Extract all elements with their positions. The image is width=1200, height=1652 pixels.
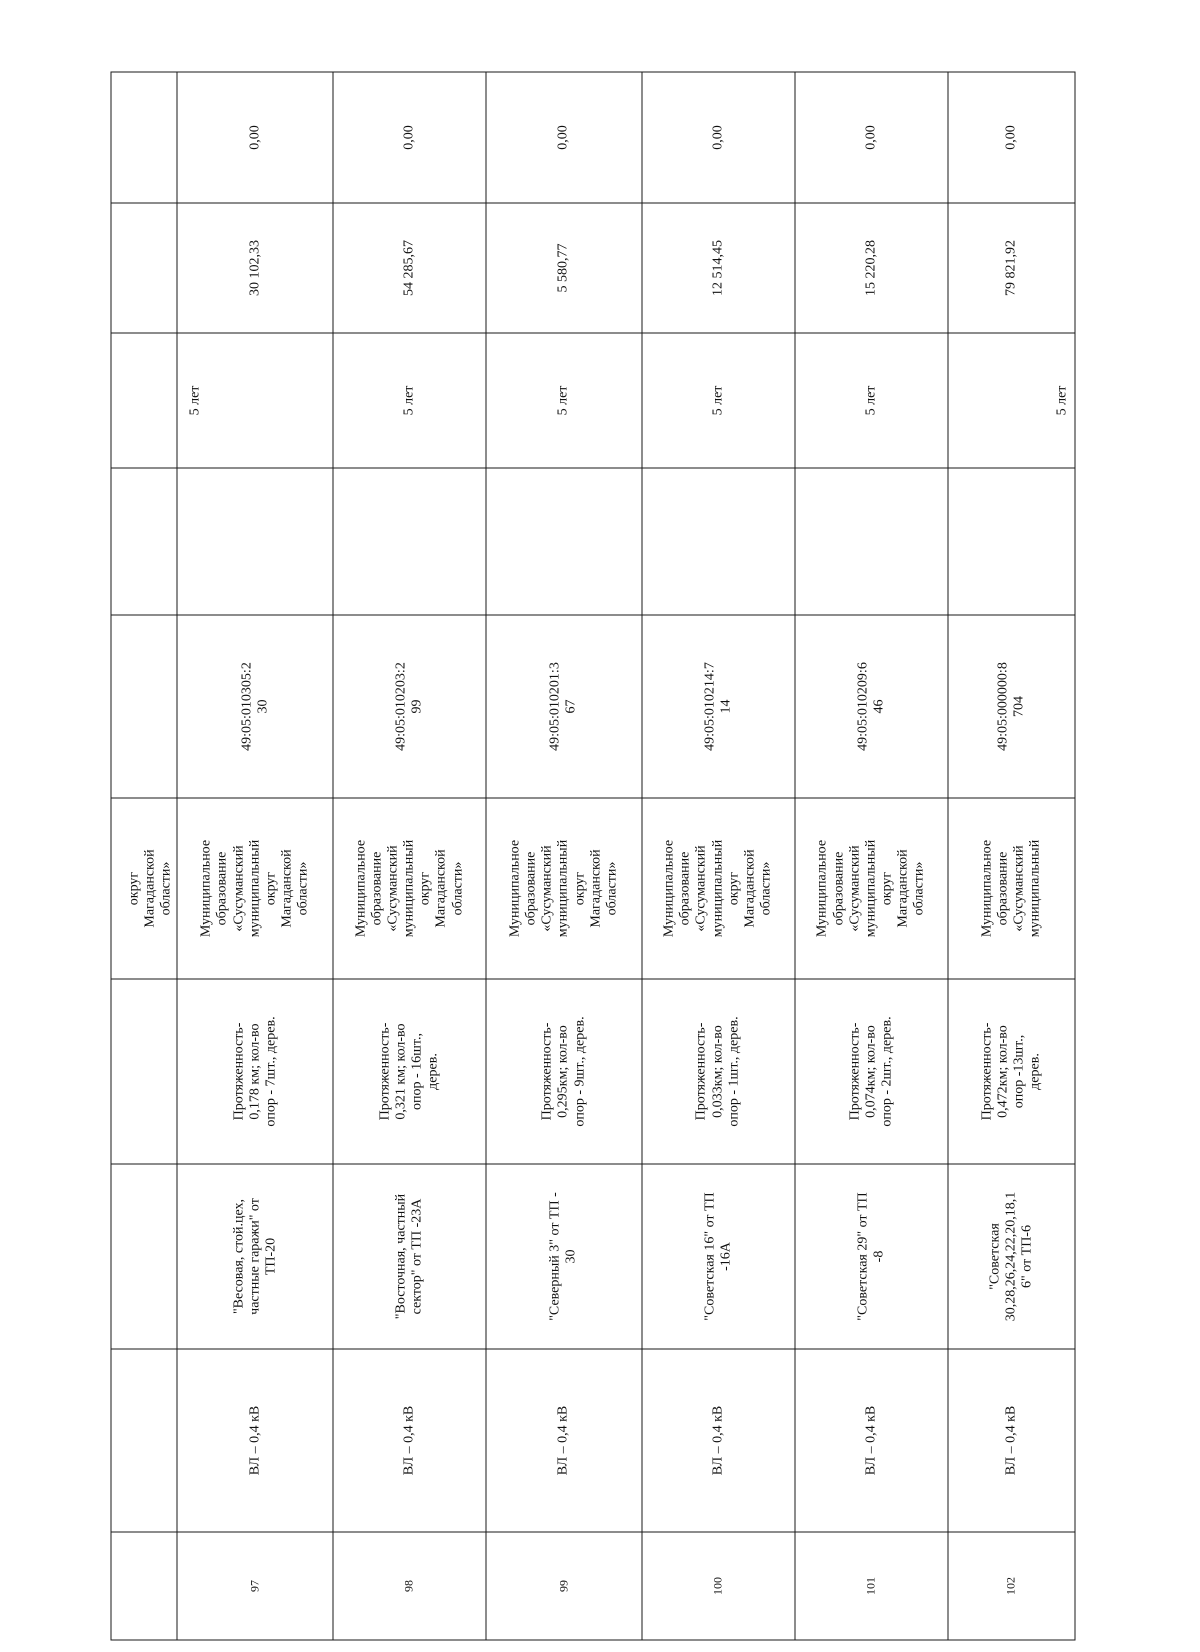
header-value-cell [111,203,177,333]
cell-value: 12 514,45 [642,203,795,333]
cell-specs: Протяженность- 0,472км; кол-во опор -13шт., дерев. [948,979,1075,1164]
cell-residual: 0,00 [948,72,1075,203]
header-name-cell [111,1164,177,1349]
cell-owner: Муниципальное образование «Сусуманский муниципальный [948,798,1075,979]
cell-encumbrance [177,468,333,615]
header-specs-cell [111,979,177,1164]
cell-owner: Муниципальное образование «Сусуманский муниципальный округ Магаданской области» [333,798,486,979]
cell-name: "Северный 3" от ТП - 30 [486,1164,641,1349]
cell-specs: Протяженность- 0,321 км; кол-во опор - 16шт., дерев. [333,979,486,1164]
table-row [642,72,795,1640]
header-num-cell [111,1532,177,1640]
cell-owner: Муниципальное образование «Сусуманский муниципальный округ Магаданской области» [795,798,948,979]
header-cadastral-cell [111,615,177,798]
cell-type: ВЛ – 0,4 кВ [642,1349,795,1532]
cell-name: "Советская 29" от ТП -8 [795,1164,948,1349]
cell-type: ВЛ – 0,4 кВ [177,1349,333,1532]
cell-term: 5 лет [948,333,1075,468]
cell-value: 15 220,28 [795,203,948,333]
cell-cadastral: 49:05:010203:2 99 [333,615,486,798]
table-row [948,72,1075,1640]
cell-value: 30 102,33 [177,203,333,333]
cell-num: 98 [333,1532,486,1640]
cell-specs: Протяженность- 0,033км; кол-во опор - 1шт., дерев. [642,979,795,1164]
cell-num: 102 [948,1532,1075,1640]
cell-name: "Восточная, частный сектор" от ТП -23А [333,1164,486,1349]
cell-owner: Муниципальное образование «Сусуманский муниципальный округ Магаданской области» [177,798,333,979]
cell-type: ВЛ – 0,4 кВ [333,1349,486,1532]
table-row [486,72,641,1640]
cell-cadastral: 49:05:010209:6 46 [795,615,948,798]
cell-term: 5 лет [486,333,641,468]
cell-cadastral: 49:05:010214:7 14 [642,615,795,798]
header-type-cell [111,1349,177,1532]
header-owner-cell: округ Магаданской области» [111,798,177,979]
header-encumbrance-cell [111,468,177,615]
cell-term: 5 лет [795,333,948,468]
cell-value: 79 821,92 [948,203,1075,333]
cell-cadastral: 49:05:000000:8 704 [948,615,1075,798]
cell-num: 99 [486,1532,641,1640]
cell-encumbrance [795,468,948,615]
cell-type: ВЛ – 0,4 кВ [486,1349,641,1532]
property-registry-table [111,72,1076,1641]
cell-value: 5 580,77 [486,203,641,333]
cell-name: "Весовая, стой.цех, частные гаражи" от ТП-20 [177,1164,333,1349]
table-row [795,72,948,1640]
cell-encumbrance [486,468,641,615]
cell-name: "Советская 16" от ТП -16А [642,1164,795,1349]
cell-term: 5 лет [177,333,333,468]
cell-cadastral: 49:05:010305:2 30 [177,615,333,798]
cell-encumbrance [948,468,1075,615]
cell-residual: 0,00 [333,72,486,203]
cell-type: ВЛ – 0,4 кВ [948,1349,1075,1532]
cell-term: 5 лет [333,333,486,468]
table-row [333,72,486,1640]
header-residual-cell [111,72,177,203]
cell-specs: Протяженность- 0,178 км; кол-во опор - 7шт., дерев. [177,979,333,1164]
table-row [177,72,333,1640]
cell-residual: 0,00 [486,72,641,203]
rotated-table-sheet [111,73,1076,1641]
cell-type: ВЛ – 0,4 кВ [795,1349,948,1532]
cell-owner: Муниципальное образование «Сусуманский муниципальный округ Магаданской области» [486,798,641,979]
cell-owner: Муниципальное образование «Сусуманский муниципальный округ Магаданской области» [642,798,795,979]
cell-residual: 0,00 [177,72,333,203]
cell-name: "Советская 30,28,26,24,22,20,18,1 6" от ТП-6 [948,1164,1075,1349]
cell-encumbrance [642,468,795,615]
cell-term: 5 лет [642,333,795,468]
cell-specs: Протяженность- 0,295км; кол-во опор - 9шт., дерев. [486,979,641,1164]
header-term-cell [111,333,177,468]
table-header-continuation [111,72,177,1640]
cell-residual: 0,00 [642,72,795,203]
cell-value: 54 285,67 [333,203,486,333]
cell-num: 97 [177,1532,333,1640]
cell-residual: 0,00 [795,72,948,203]
cell-num: 100 [642,1532,795,1640]
cell-num: 101 [795,1532,948,1640]
cell-cadastral: 49:05:010201:3 67 [486,615,641,798]
cell-specs: Протяженность- 0,074км; кол-во опор - 2шт., дерев. [795,979,948,1164]
cell-encumbrance [333,468,486,615]
